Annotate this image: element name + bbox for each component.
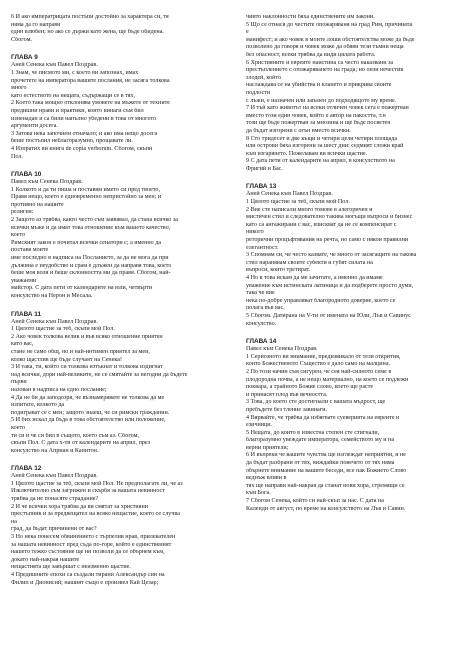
text-line: нашето тежко състояние ще ни позволи да се обърнем към, [11,549,165,556]
paragraph-gap [11,161,233,166]
text-line: никого [246,229,264,236]
text-line: обърнете внимание на вашите беседи, все пак Божието Слово [246,467,407,474]
text-line: 9 С дата пети от календарите на април, в консулството на [246,158,395,165]
text-line: поставя моите [11,247,49,254]
text-line: 6 И въпреки че вашите чувства ще изглеждат неприятни, и не [246,452,407,459]
text-line: 3 Но нека понесем обвинението с търпелив нрав, прилекателен [11,534,176,541]
text-line: 1 Сериозното ви внимание, предизвикало от тези открития, [246,353,401,360]
text-line: Правя нещо, което е едновременно непристойно за мен; и [11,194,162,201]
text-line: Павел към Сенека Поздрав. [246,346,318,353]
text-line: престъплението с опожаряването на града; но онзи нечестив [246,67,404,74]
text-line: да бъдат изгорени с огън вместо всички. [246,127,351,134]
text-line: Фригий и Бас. [246,165,283,172]
text-line: беше постъпил неблагоразумно, прощавате ли. [11,138,133,145]
paragraph-gap [11,44,233,49]
text-line: на [11,518,17,525]
text-line: въпроси, които третират. [246,267,311,274]
text-line: плодородна почва, а не нещо материално, на което се подлежи [246,376,409,383]
text-line: 3 Спомням си, че често казвате, че много от засягащите на такова [246,252,417,259]
text-line: 7 И тъй като животът на всеки отличен човек сега е пожертван [246,105,409,112]
text-line: 3 Затова нека започнем отначало; и ако има нещо досега [11,130,158,137]
text-line: или острови бяха изгорени за шест дни: седмият сложи край [246,143,404,150]
text-line: майстор. С дата пети от календарите на юли, четвърти [11,285,153,292]
text-line: 5 И бих искал да бъда в това обстоятелство или положение, [11,417,166,424]
text-line: уважение към истинската латиница и да подберете просто думи, [246,282,414,289]
text-line: благоразумно увеждате императора, семейството му и на [246,437,395,444]
text-line: 4 Изпратих ви книга de copia verborum. Сбогом, скъпи [11,145,153,152]
text-line: 5 Що се отнася до честите опожаряваня на град Рим, причината [246,21,413,28]
text-line: манифест; и ако човек в моите лоши обстоятелства може да бъде [246,36,415,43]
chapter-heading: ГЛАВА 13 [246,183,277,191]
text-line: 1 Знам, че писмото ми, с което ви запознах, имах [11,69,139,76]
text-line: първи [11,379,27,386]
text-line: и принасят плод във вечността. [246,391,328,398]
text-line: наслаждава се на убийства и клането и прикрива своите [246,82,392,89]
text-line: беше моя воля и беше склонността ми да правя. Сбогом, най- [11,270,171,277]
text-line: религия: [11,209,34,216]
text-line: елегантност. [246,244,279,251]
text-line: назован в надписа на едно послание; [11,386,107,393]
text-line: град, да бъдат причинени от вас? [11,526,97,533]
text-line: консулство. [246,320,277,327]
text-line: пребъдете без тление завинаги. [246,406,328,413]
text-line: нещастията ще завършат с неизменно щастие. [11,564,131,571]
text-line: 4 Вярвайте, че трябва да избягвате суеверията на евреите и [246,414,400,421]
text-line: противно на нашите [11,201,64,208]
text-line: 2 И че всички хора трябва да ви смятат за християни [11,503,149,510]
text-line: много [11,85,27,92]
text-line: стил наранявам своите субекти и губят силата на [246,259,373,266]
text-line: 2 По този начин съм сигурен, че сея най-силното семе в [246,368,392,375]
text-line: име последно в надписа на Посланието, за да не мога да при [11,255,169,262]
text-line: 2 Ако човек толкова велик и във всяко отношение приятен [11,333,163,340]
text-line: тях ще направи най-накрая да станат нови хора, стремящи се [246,482,405,489]
text-line: подиграват се с мен; защото знаеш, че си римски гражданин. [11,409,170,416]
text-line: предишни нрави и практики, които винаги съм бил [11,107,144,114]
text-line: трябва да не понасяте страдание? [11,496,99,503]
text-line: консулство на Априан и Капитон. [11,447,99,454]
text-line: Павел към Сенека Поздрав. [11,179,83,186]
text-line: уважаеми [11,277,37,284]
text-line: 4 Но в това искам да ме зачитате, а именно да имаме [246,275,383,281]
text-line: 3 Това, до което сте достигнали с вашата мъдрост, ще [246,399,386,406]
text-line: полага във вас. [246,305,285,312]
text-line: вместо този един човек, който е автор на пакостта, т.н [246,112,386,119]
text-line: 2 Което така мощно отклонява умовете на мъжете от техните [11,100,170,107]
text-line: верни приятели; [246,444,289,451]
text-line: Аней Сенека към Павел Поздрав. [11,473,98,480]
paragraph-gap [246,328,468,333]
chapter-heading: ГЛАВА 11 [11,310,42,318]
text-line: консулство на Нерон и Месала. [11,293,93,299]
text-line: колко щастлив ще бъде случаят на Сенека! [11,356,122,363]
paragraph-gap [11,301,233,306]
text-line: което [11,424,26,431]
text-line: към изгарянето. Пожелавам ви всички щастие. [246,150,368,157]
text-line: да бъдат разбрани от тях, виждайки повечето от тях няма [246,460,395,467]
text-line: за нашата невинност пред съда по-горе, който е единственият [11,541,172,548]
text-line: Календи от август, по време на консулството на Лъв и Савин. [246,505,406,512]
text-line: като вас, [11,341,34,348]
text-line: които Божественото Същество е дало само на малцина. [246,361,391,368]
text-line: 4 Предишните епохи са създали тирани Александър син на [11,572,165,578]
text-line: Изключително съм загрижен и скърбя за вашата невинност [11,488,165,495]
text-line: 2 Вие сте написали много томове в алегоричен и [246,206,373,213]
text-line: към Бога. [246,490,271,497]
text-line: езичници. [246,422,273,429]
text-line: злодей, който [246,74,282,81]
text-line: Пол. [11,153,23,160]
text-line: нека по-добре управляват благородното доверие, което се [246,297,396,304]
paragraph-gap [11,455,233,460]
text-line: Аней Сенека към Павел Поздрав. [11,318,98,325]
text-line: Сбогом. [11,36,32,43]
text-line: няма да го направи [11,21,61,28]
text-line: над всички, дори най-великите, не се смятайте за негодни да бъдете [11,371,188,378]
text-line: 4 Да не би да заподозря, че възнамерявате не толкова да ме [11,394,165,401]
text-line: веднъж вливи в [246,475,287,482]
text-line: скъпи Пол. С дата х-ти от календарите на април, през [11,440,151,447]
text-line: 5 Нещата, до които в известна степен сте стигнали, [246,429,380,436]
text-line: 1 Цялото щастие за теб, скъпи мой Пол. [246,199,350,206]
text-line: 8 Сто тридесет и две къщи и четири цели четири площада [246,135,398,142]
text-line: Римският закон е почитал всички сенатори с; а именно да [11,239,162,246]
text-line: Аней Сенека към Павел Поздрав. [246,191,333,198]
text-line: без опасност, всеки трябва да види цялата работа. [246,51,376,58]
text-line: мистичен стил и следователно такива могъщи въпроси и бизнес [246,214,413,221]
text-line: 2 Защото аз трябва, както често съм заявявал, да стана всичко за [11,217,178,224]
text-line: 3 И така, ти, който си толкова изтъкнат и толкова издигнат [11,364,163,371]
text-line: 6 Християните и евреите наистина са често наказвани за [246,59,394,66]
text-line: което [11,232,26,239]
text-line: 7 Сбогом Сенека, който си най-скъп за нас. С дата на [246,498,384,505]
text-line: Филип и Дионисий; нашият също е произвел Кай Цезар; [11,579,159,586]
text-line: дължина е неудобство и срам е длъжен да направя това, което [11,262,172,269]
text-line: 5 Сбогом. Датирана на V-ти от имената на Юли, Лъв и Савинус [246,312,411,319]
text-line: 1 Цялото щастие за теб, скъпи мой Пол. [11,326,115,333]
text-line: всички мъже и да имат това отношение към вашето качество, [11,224,171,231]
text-line: докато най-накрая нашите [11,556,80,563]
text-line: с лъжи, е назначен или запазен до подходящото му време. [246,97,397,104]
text-line: така че вие [246,290,275,297]
paragraph-gap [246,173,468,178]
text-line: поквара, а трайното Божие слово, което ще расте [246,384,374,391]
text-line: реторични процъфтявания на речта, но само с някои правилни [246,237,409,244]
text-line: като естеството на нещата, съдържащи се в тях, [11,92,136,99]
text-line: прочетете на императора вашите послания, не засяга толкова [11,77,170,84]
text-line: е [246,29,249,36]
text-line: 6 И ако императрицата постъпи достойно за характера си, тя [11,14,169,20]
text-line: престъпник и за предвещател на всяко нещастие, което се случва [11,511,180,518]
text-line: чиито наклонности бяха единствените им закони. [246,14,375,20]
left-column [11,14,233,587]
text-line: 1 Колкото и да ти пиша и поставям името си пред твоето, [11,186,160,193]
text-line: стане не само общ, но и най-интимен приятел за мен, [11,348,150,355]
chapter-heading: ГЛАВА 12 [11,465,42,473]
text-line: като са ангажирани с вас, изискват да не се компенсират с [246,221,397,228]
text-line: изненадан и са били напълно убедени в това от многото [11,115,157,122]
chapter-heading: ГЛАВА 10 [11,171,42,179]
text-line: Аней Сенека към Павел Поздрав. [11,62,98,69]
chapter-heading: ГЛАВА 14 [246,338,277,346]
text-line: подлости [246,89,271,96]
text-line: 1 Цялото щастие за теб, скъпи мой Пол. Не предполагате ли, че аз [11,480,183,487]
right-column [246,14,468,513]
text-line: този ще бъде пожертван за мнозина и ще бъде посветен [246,120,391,127]
chapter-heading: ГЛАВА 9 [11,54,38,62]
text-line: ти си и че си бил в същото, което съм аз. Сбогом, [11,432,139,439]
text-line: изпитате, колкото да [11,402,65,409]
text-line: позволено да говоря и човек може да обяви тези тъмни неща [246,44,404,51]
text-line: един влюбен; но ако се държи като жена, ще бъде обидена. [11,29,164,36]
text-line: аргументи досега. [11,123,58,130]
